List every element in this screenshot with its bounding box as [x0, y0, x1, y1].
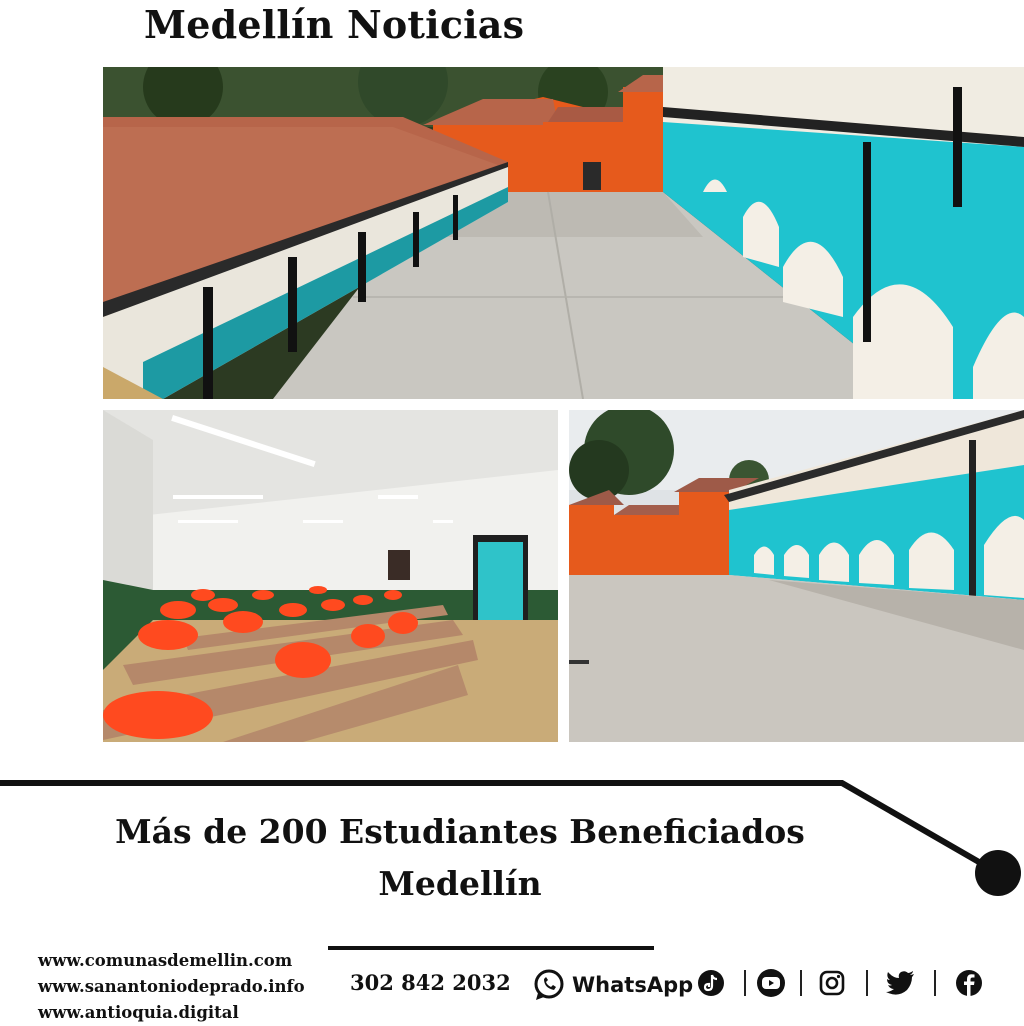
facebook-icon[interactable] — [954, 966, 984, 1000]
website-list — [38, 948, 305, 1026]
headline-line-2: Medellín — [378, 864, 542, 903]
courtyard-photo-exterior — [569, 410, 1024, 742]
tiktok-icon[interactable] — [696, 966, 726, 1000]
website-link[interactable]: www.sanantoniodeprado.info — [38, 977, 305, 996]
instagram-icon[interactable] — [817, 966, 847, 1000]
separator — [934, 970, 936, 996]
twitter-icon[interactable] — [886, 966, 916, 1000]
phone-number: 302 842 2032 — [350, 970, 511, 995]
separator — [744, 970, 746, 996]
divider-dot — [975, 850, 1021, 896]
website-link[interactable]: www.comunasdemellin.com — [38, 951, 293, 970]
footer-rule — [328, 946, 654, 950]
youtube-icon[interactable] — [756, 966, 786, 1000]
whatsapp-label: WhatsApp — [572, 973, 694, 997]
page-title: Medellín Noticias — [144, 2, 525, 47]
separator — [800, 970, 802, 996]
courtyard-photo-top — [103, 67, 1024, 399]
website-link[interactable]: www.antioquia.digital — [38, 1003, 239, 1022]
separator — [866, 970, 868, 996]
whatsapp-link[interactable] — [532, 968, 693, 1002]
whatsapp-icon — [532, 968, 566, 1002]
classroom-photo — [103, 410, 558, 742]
headline-line-1: Más de 200 Estudiantes Beneficiados — [115, 812, 805, 851]
